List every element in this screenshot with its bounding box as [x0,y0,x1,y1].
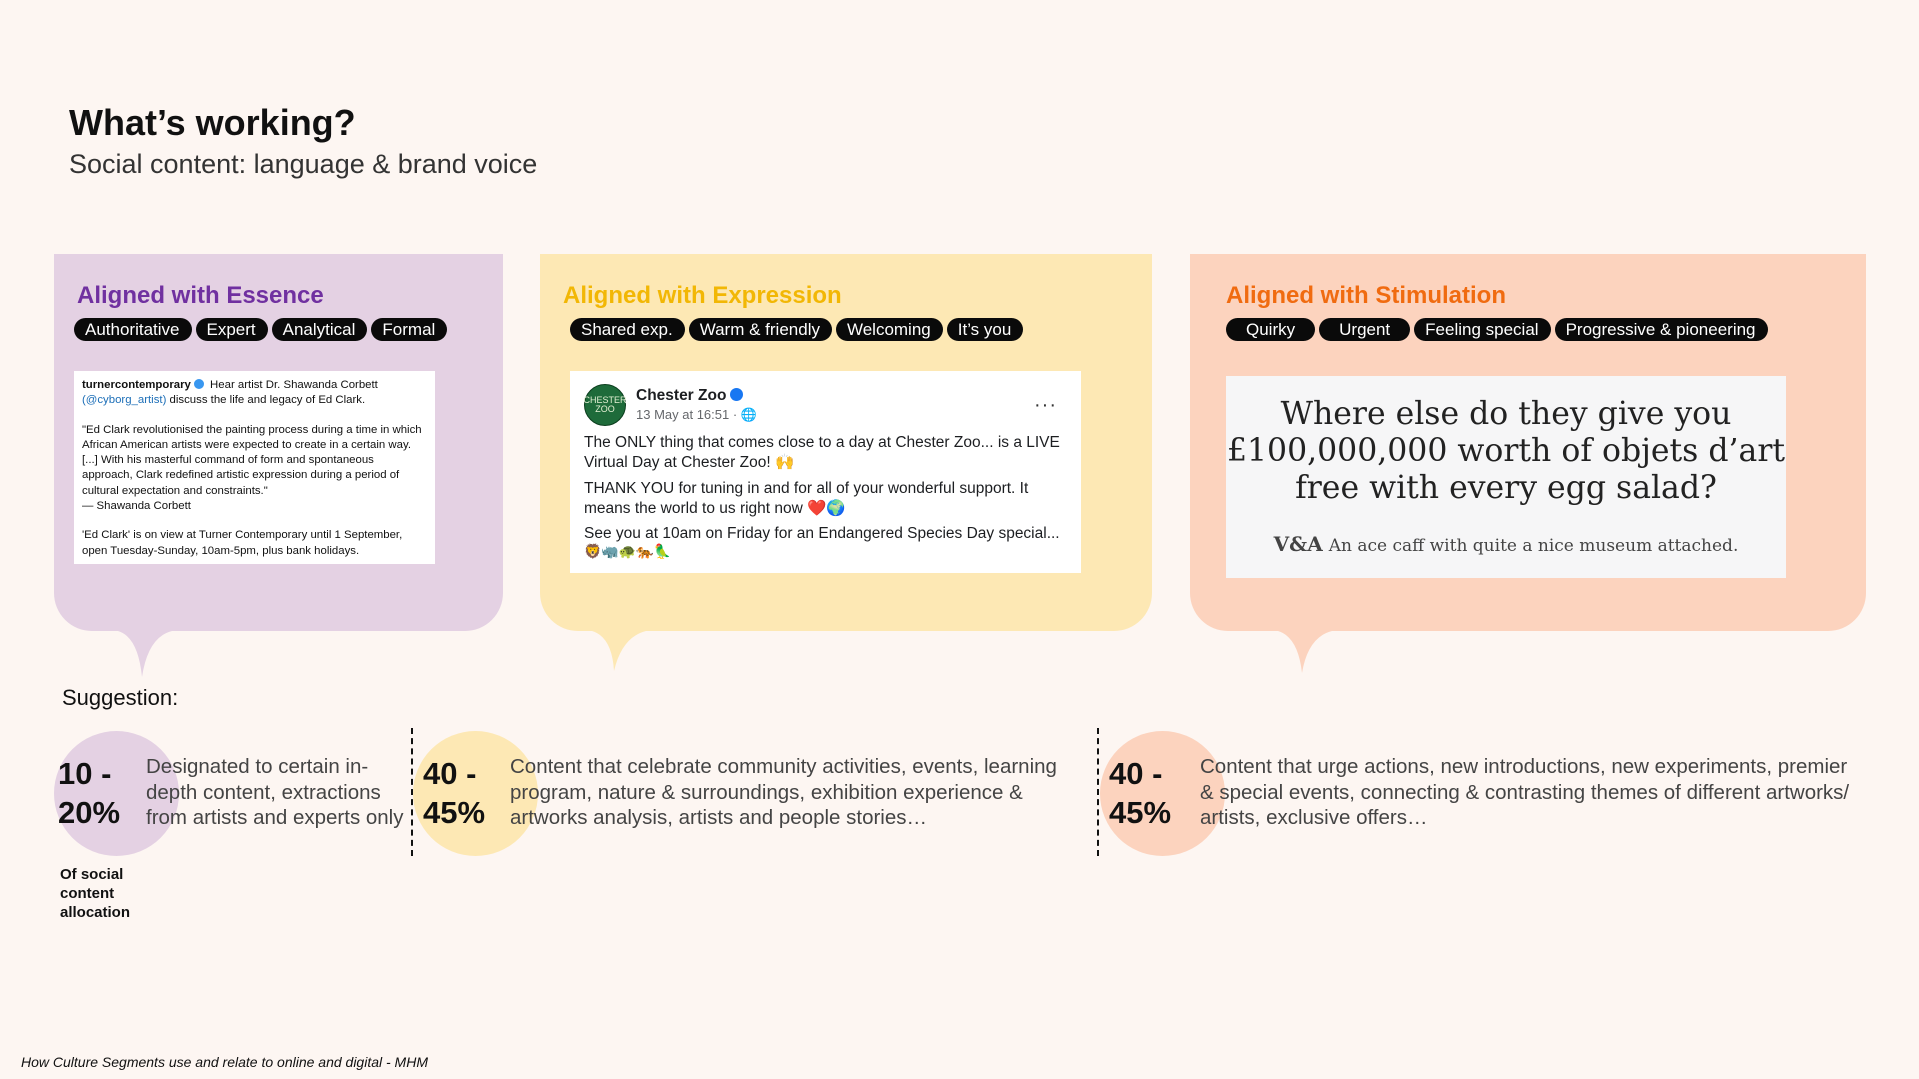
divider [1097,728,1099,856]
post-emojis: 🦁🦏🐢🐅🦜 [584,543,672,559]
page-title: What’s working? [69,102,356,143]
range-start: 40 - [1109,756,1163,791]
range-start: 40 - [423,756,477,791]
speech-tail [592,631,646,677]
post-intro-rest: discuss the life and legacy of Ed Clark. [169,394,366,407]
chester-zoo-avatar[interactable]: CHESTER ZOO [584,384,626,426]
speech-tail [118,631,172,677]
allocation-description: Designated to certain in-depth content, extractions from artists and experts only [146,755,404,829]
expression-card [540,254,1152,631]
post-mention[interactable]: (@cyborg_artist) [82,394,167,407]
post-time: 13 May at 16:51 · 🌐 [636,407,757,422]
stimulation-title: Aligned with Stimulation [1226,282,1506,309]
tag: Warm & friendly [689,318,832,341]
tag: Formal [371,318,447,341]
allocation-note [60,865,160,922]
expression-tags [570,318,1023,341]
tag: Analytical [272,318,368,341]
turner-instagram-post [74,371,435,564]
range-end: 45% [1109,795,1172,830]
essence-card [54,254,503,631]
tag: Authoritative [74,318,192,341]
tag: Urgent [1319,318,1410,341]
va-logo: V&A [1273,532,1323,556]
headline-line: £100,000,000 worth of objets d’art [1226,433,1786,469]
tag: It’s you [947,318,1024,341]
post-quote: "Ed Clark revolutionised the painting process during a time in which African American artists were expected to create in a certain way. [...] With his masterful command of form and spontaneous approach, Clark redefined artistic expression during a period of cultural expectation and constraints." [82,423,422,497]
expression-title: Aligned with Expression [563,282,842,309]
va-tagline [1226,532,1786,556]
range-end: 45% [423,795,486,830]
post-quote-author: — Shawanda Corbett [82,500,191,513]
allocation-range [58,754,120,832]
range-end: 20% [58,795,121,830]
va-advert-image [1226,376,1786,578]
more-options-icon[interactable]: ··· [1034,393,1057,416]
tag: Progressive & pioneering [1555,318,1768,341]
tag: Expert [196,318,268,341]
tag: Quirky [1226,318,1315,341]
page-subtitle: Social content: language & brand voice [69,149,538,179]
tag: Welcoming [836,318,943,341]
verified-icon [730,388,743,401]
post-line: See you at 10am on Friday for an Endangered Species Day special... [584,525,1060,542]
essence-title: Aligned with Essence [77,282,324,309]
suggestion-label: Suggestion: [62,685,179,710]
post-handle: turnercontemporary [82,379,191,391]
va-headline [1226,396,1786,507]
allocation-range [423,754,485,832]
stimulation-card [1190,254,1866,631]
essence-tags [74,318,447,341]
source-footnote: How Culture Segments use and relate to online and digital - MHM [21,1054,428,1070]
post-line: The ONLY thing that comes close to a day at Chester Zoo... is a LIVE Virtual Day at Chester Zoo! 🙌 [584,434,1060,471]
tagline-text: An ace caff with quite a nice museum attached. [1328,536,1739,556]
headline-line: free with every egg salad? [1295,470,1717,506]
post-closing: 'Ed Clark' is on view at Turner Contemporary until 1 September, open Tuesday-Sunday, 10am-5pm, plus bank holidays. [82,529,403,557]
tag: Shared exp. [570,318,685,341]
allocation-note-text: Of social content allocation [60,866,131,921]
post-line: THANK YOU for tuning in and for all of your wonderful support. It means the world to us right now ❤️🌍 [584,480,1029,517]
chester-zoo-facebook-post [570,371,1081,573]
stimulation-tags [1226,318,1768,341]
tag: Feeling special [1414,318,1550,341]
headline-line: Where else do they give you [1280,396,1732,432]
speech-tail [1278,631,1332,677]
verified-icon [194,379,204,389]
allocation-range [1109,754,1171,832]
allocation-description: Content that urge actions, new introductions, new experiments, premier & special events, connecting & contrasting themes of different artworks/ artists, exclusive offers… [1200,755,1850,829]
range-start: 10 - [58,756,112,791]
post-author[interactable]: Chester Zoo [636,387,727,404]
post-intro: Hear artist Dr. Shawanda Corbett [210,379,378,391]
allocation-description: Content that celebrate community activities, events, learning program, nature & surroundings, exhibition experience & artworks analysis, artists and people stories… [510,755,1057,829]
